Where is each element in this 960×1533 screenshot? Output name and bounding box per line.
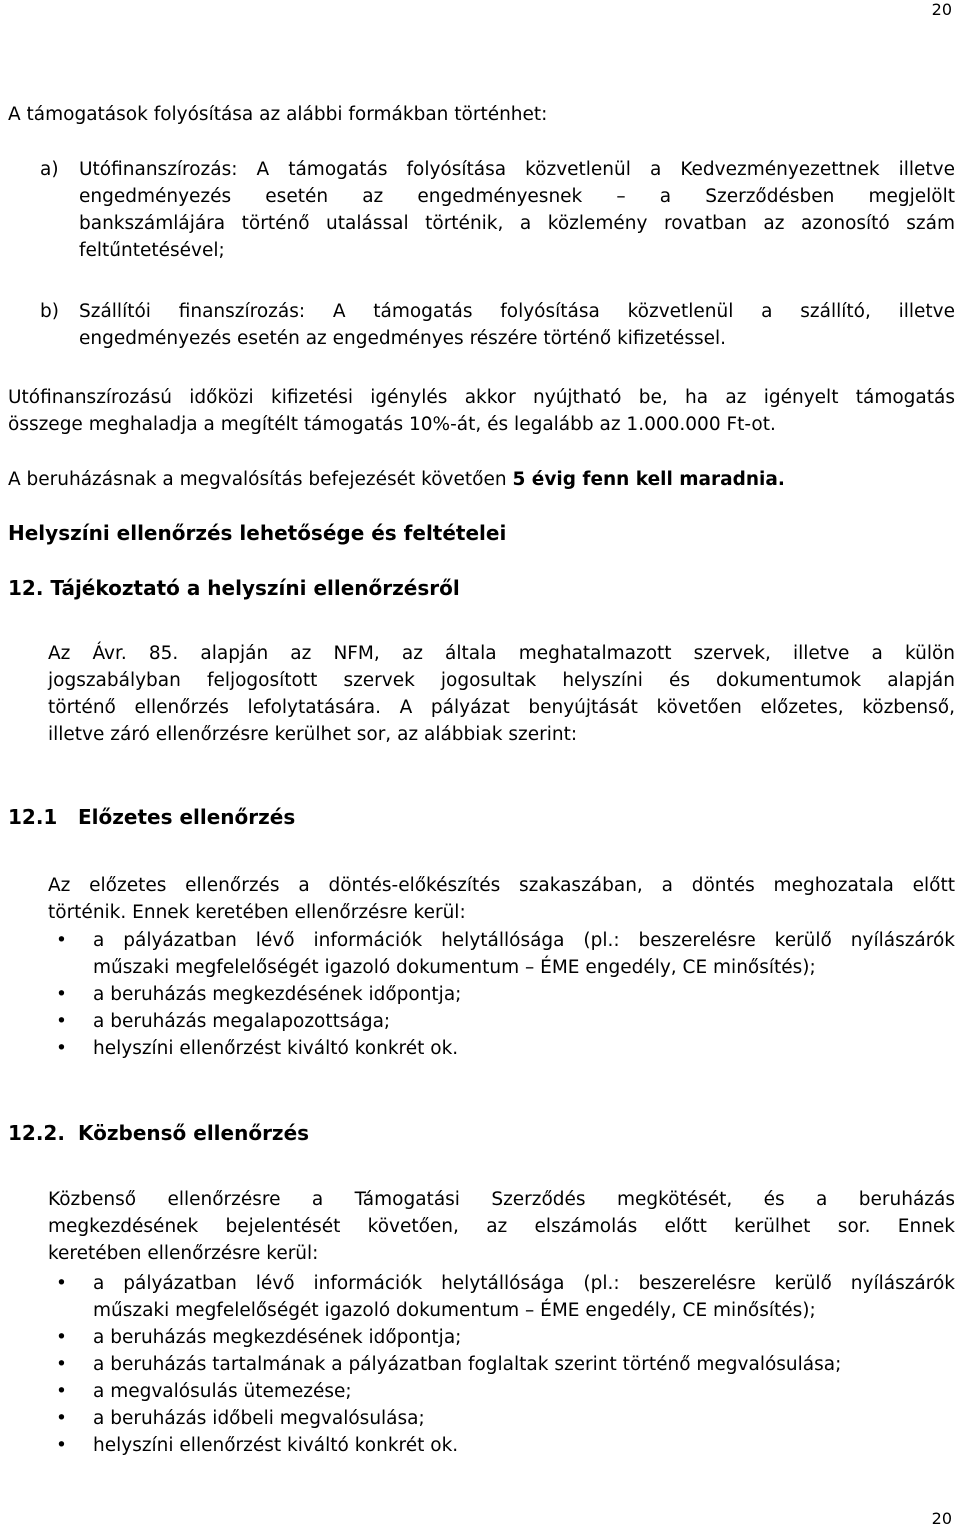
section-number: 12.2. bbox=[8, 1121, 65, 1145]
paragraph-line: Az előzetes ellenőrzés a döntés-előkészítés szakaszában, a döntés meghozatala előtt bbox=[48, 875, 955, 896]
bullet-icon: • bbox=[56, 1038, 67, 1059]
list-item bbox=[48, 1270, 955, 1324]
list-item bbox=[48, 1378, 955, 1405]
paragraph-line: keretében ellenőrzésre kerül: bbox=[48, 1243, 319, 1264]
list-item bbox=[48, 1035, 955, 1062]
paragraph-beruhazas bbox=[8, 466, 785, 493]
list-a-line: bankszámlájára történő utalással történik, a közlemény rovatban az azonosító szám bbox=[79, 213, 955, 234]
bullet-icon: • bbox=[56, 1011, 67, 1032]
list-item-line: helyszíni ellenőrzést kiváltó konkrét ok. bbox=[93, 1435, 459, 1456]
bullet-icon: • bbox=[56, 1408, 67, 1429]
list-item-line: a pályázatban lévő információk helytállósága (pl.: beszerelésre kerülő nyílászárók bbox=[93, 930, 955, 951]
bullet-icon: • bbox=[56, 1354, 67, 1375]
list-item-line: a beruházás tartalmának a pályázatban foglaltak szerint történő megvalósulása; bbox=[93, 1354, 842, 1375]
list-item bbox=[48, 1324, 955, 1351]
list-item-line: a beruházás időbeli megvalósulása; bbox=[93, 1408, 425, 1429]
paragraph-line: megkezdésének bejelentését követően, az elszámolás előtt kerülhet sor. Ennek bbox=[48, 1216, 955, 1237]
paragraph-kozbenso bbox=[48, 1186, 955, 1267]
list-b-line: engedményezés esetén az engedményes részére történő kifizetéssel. bbox=[79, 328, 726, 349]
section-number: 12.1 bbox=[8, 805, 58, 829]
paragraph-line: történő ellenőrzés lefolytatására. A pályázat benyújtását követően előzetes, közbenső, bbox=[48, 697, 955, 718]
bullet-icon: • bbox=[56, 1273, 67, 1294]
heading-section-12: 12. Tájékoztató a helyszíni ellenőrzésről bbox=[8, 576, 460, 600]
paragraph-line: illetve záró ellenőrzésre kerülhet sor, az alábbiak szerint: bbox=[48, 724, 578, 745]
list-item-line: a beruházás megkezdésének időpontja; bbox=[93, 984, 462, 1005]
bullet-list-kozbenso bbox=[48, 1270, 955, 1459]
paragraph-line: jogszabályban feljogosított szervek jogosultak helyszíni és dokumentumok alapján bbox=[48, 670, 955, 691]
intro-text: A támogatások folyósítása az alábbi formákban történhet: bbox=[8, 104, 548, 125]
list-item bbox=[48, 927, 955, 981]
paragraph-utofinanszirozas bbox=[8, 384, 955, 438]
paragraph-line: Közbenső ellenőrzésre a Támogatási Szerződés megkötését, és a beruházás bbox=[48, 1189, 955, 1210]
list-item bbox=[48, 981, 955, 1008]
list-item bbox=[48, 1405, 955, 1432]
list-item-line: műszaki megfelelőségét igazoló dokumentum – ÉME engedély, CE minősítés); bbox=[93, 957, 816, 978]
page-number-top: 20 bbox=[931, 0, 952, 19]
list-a-line: engedményezés esetén az engedményesnek – a Szerződésben megjelölt bbox=[79, 186, 955, 207]
list-a-line: feltűntetésével; bbox=[79, 240, 225, 261]
list-item-line: a beruházás megalapozottsága; bbox=[93, 1011, 391, 1032]
list-a-line: Utófinanszírozás: A támogatás folyósítása közvetlenül a Kedvezményezettnek illetve bbox=[79, 159, 955, 180]
list-label-a: a) bbox=[40, 159, 59, 180]
paragraph-line: történik. Ennek keretében ellenőrzésre kerül: bbox=[48, 902, 466, 923]
list-item-line: a beruházás megkezdésének időpontja; bbox=[93, 1327, 462, 1348]
bullet-icon: • bbox=[56, 930, 67, 951]
bullet-list-elozetes bbox=[48, 927, 955, 1062]
list-item bbox=[48, 1432, 955, 1459]
paragraph-beruhazas-text: A beruházásnak a megvalósítás befejezését követően bbox=[8, 469, 513, 490]
list-item-line: a megvalósulás ütemezése; bbox=[93, 1381, 352, 1402]
paragraph-line: összege meghaladja a megítélt támogatás 10%-át, és legalább az 1.000.000 Ft-ot. bbox=[8, 414, 776, 435]
list-b-line: Szállítói finanszírozás: A támogatás folyósítása közvetlenül a szállító, illetve bbox=[79, 301, 955, 322]
heading-helyszini-ellenorzes: Helyszíni ellenőrzés lehetősége és feltételei bbox=[8, 521, 507, 545]
paragraph-beruhazas-bold: 5 évig fenn kell maradnia. bbox=[512, 469, 785, 490]
bullet-icon: • bbox=[56, 1327, 67, 1348]
list-item bbox=[48, 1008, 955, 1035]
paragraph-elozetes bbox=[48, 872, 955, 926]
paragraph-line: Az Ávr. 85. alapján az NFM, az általa meghatalmazott szervek, illetve a külön bbox=[48, 643, 955, 664]
list-label-b: b) bbox=[40, 301, 59, 322]
bullet-icon: • bbox=[56, 984, 67, 1005]
list-item-line: helyszíni ellenőrzést kiváltó konkrét ok. bbox=[93, 1038, 459, 1059]
bullet-icon: • bbox=[56, 1435, 67, 1456]
page-number-bottom: 20 bbox=[931, 1509, 952, 1528]
list-item-line: a pályázatban lévő információk helytállósága (pl.: beszerelésre kerülő nyílászárók bbox=[93, 1273, 955, 1294]
list-item-line: műszaki megfelelőségét igazoló dokumentum – ÉME engedély, CE minősítés); bbox=[93, 1300, 816, 1321]
heading-section-12-2 bbox=[8, 1121, 310, 1145]
section-title: Közbenső ellenőrzés bbox=[78, 1121, 310, 1145]
list-item bbox=[48, 1351, 955, 1378]
section-title: Előzetes ellenőrzés bbox=[78, 805, 296, 829]
paragraph-line: Utófinanszírozású időközi kifizetési igénylés akkor nyújtható be, ha az igényelt támogatás bbox=[8, 387, 955, 408]
paragraph-avr bbox=[48, 640, 955, 748]
heading-section-12-1 bbox=[8, 805, 296, 829]
bullet-icon: • bbox=[56, 1381, 67, 1402]
